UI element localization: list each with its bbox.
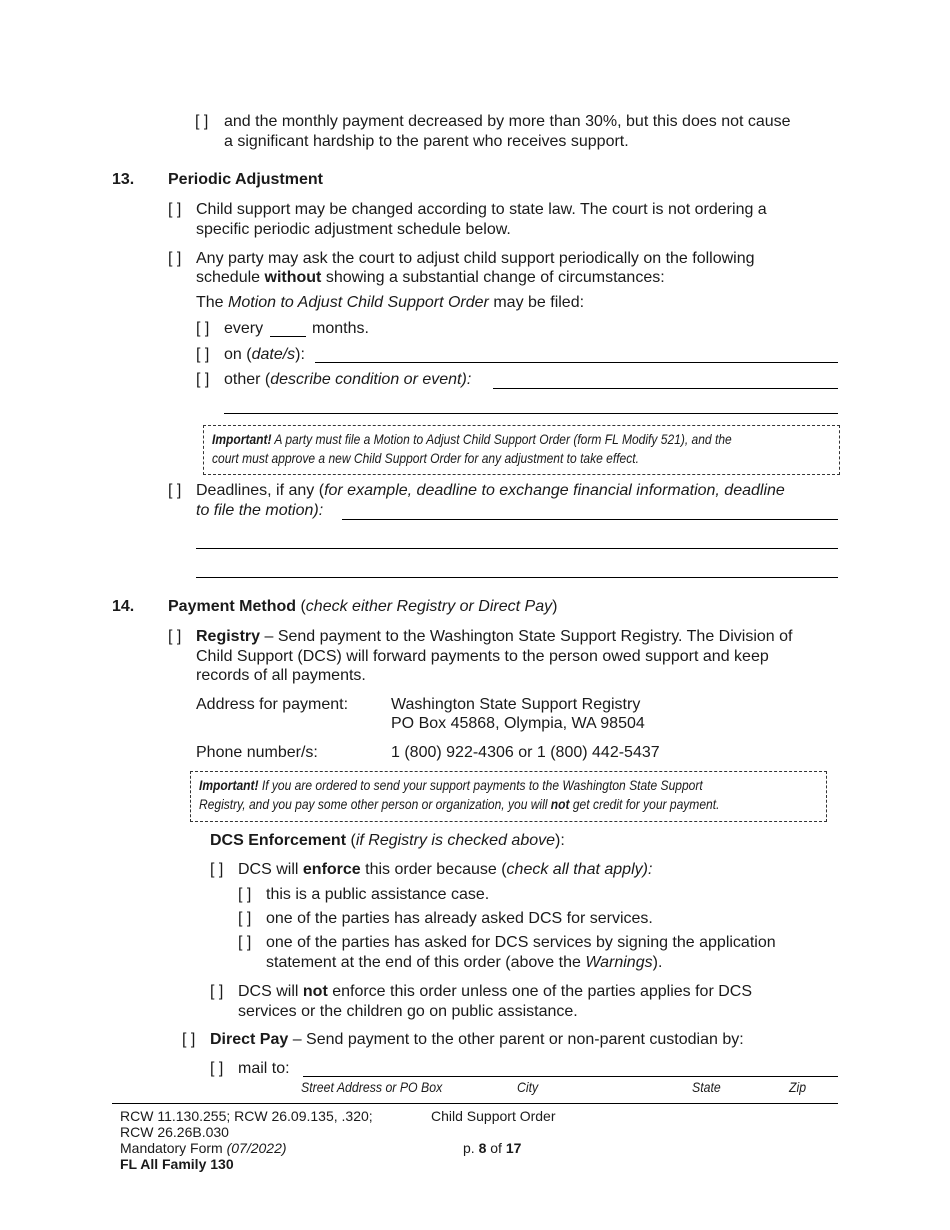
registry-line1: Registry – Send payment to the Washington State Support Registry. The Division of [196,628,793,645]
checkbox[interactable]: [ ] [210,861,224,878]
s13-opt2-line1: Any party may ask the court to adjust child support periodically on the following [196,250,755,267]
address-line1: Washington State Support Registry [391,696,641,713]
dcs-title: DCS Enforcement (if Registry is checked above): [210,832,565,849]
deadlines-field-line2[interactable] [196,548,838,549]
on-date-field[interactable] [315,362,838,363]
deadlines-field[interactable] [342,519,838,520]
every-months-field[interactable] [270,336,306,337]
section-14-title: Payment Method (check either Registry or Direct Pay) [168,598,558,615]
checkbox[interactable]: [ ] [196,346,210,363]
s13-opt1-line2: specific periodic adjustment schedule below. [196,221,511,238]
registry-line2: Child Support (DCS) will forward payments to the person owed support and keep [196,648,769,665]
every-label: every [224,320,264,337]
checkbox[interactable]: [ ] [168,201,182,218]
other-label: other (describe condition or event): [224,371,472,388]
on-date-label: on (date/s): [224,346,305,363]
notenforce-line1: DCS will not enforce this order unless one of the parties applies for DCS [238,983,752,1000]
reason1: this is a public assistance case. [266,886,490,903]
footer-rcw-line2: RCW 26.26B.030 [120,1124,229,1140]
checkbox[interactable]: [ ] [168,628,182,645]
deadlines-line1: Deadlines, if any (for example, deadline to exchange financial information, deadline [196,482,785,499]
checkbox[interactable]: [ ] [196,320,210,337]
registry-line3: records of all payments. [196,667,366,684]
mail-label: mail to: [238,1060,290,1077]
footer-form-id: FL All Family 130 [120,1156,234,1172]
section-13-title: Periodic Adjustment [168,171,323,188]
checkbox[interactable]: [ ] [238,886,252,903]
direct-pay-line: Direct Pay – Send payment to the other parent or non-parent custodian by: [210,1031,744,1048]
enforce-line: DCS will enforce this order because (check all that apply): [238,861,653,878]
reason3-line1: one of the parties has asked for DCS services by signing the application [266,934,776,951]
footer-page-number: p. 8 of 17 [463,1140,522,1156]
checkbox[interactable]: [ ] [168,482,182,499]
checkbox[interactable]: [ ] [238,934,252,951]
sub-label-zip: Zip [789,1079,807,1095]
motion-line: The Motion to Adjust Child Support Order may be filed: [196,294,585,311]
footer-form-line: Mandatory Form (07/2022) [120,1140,287,1156]
footer-divider [112,1103,838,1104]
checkbox[interactable]: [ ] [210,1060,224,1077]
intro-line1: and the monthly payment decreased by more than 30%, but this does not cause [224,113,791,130]
deadlines-field-line3[interactable] [196,577,838,578]
footer-rcw-line1: RCW 11.130.255; RCW 26.09.135, .320; [120,1108,373,1124]
sub-label-street: Street Address or PO Box [301,1079,443,1095]
sub-label-state: State [692,1079,721,1095]
notenforce-line2: services or the children go on public assistance. [238,1003,578,1020]
checkbox[interactable]: [ ] [196,371,210,388]
deadlines-line2: to file the motion): [196,502,324,519]
other-field-line2[interactable] [224,413,838,414]
checkbox[interactable]: [ ] [168,250,182,267]
checkbox[interactable]: [ ] [195,113,209,130]
section-13-number: 13. [112,171,135,188]
reason3-line2: statement at the end of this order (above the Warnings). [266,954,663,971]
months-label: months. [312,320,369,337]
phone-value: 1 (800) 922-4306 or 1 (800) 442-5437 [391,744,660,761]
phone-label: Phone number/s: [196,744,318,761]
important-note-registry: Important! If you are ordered to send your support payments to the Washington State Support Registry, and you pay some other person or organization, you will not get credit for your payment. [190,771,827,822]
footer-title: Child Support Order [431,1108,556,1124]
address-label: Address for payment: [196,696,349,713]
address-line2: PO Box 45868, Olympia, WA 98504 [391,715,645,732]
mail-address-field[interactable] [303,1076,838,1077]
checkbox[interactable]: [ ] [238,910,252,927]
other-field[interactable] [493,388,838,389]
important-note-adjust: Important! A party must file a Motion to Adjust Child Support Order (form FL Modify 521), and the court must approve a new Child Support Order for any adjustment to take effect. [203,425,840,475]
section-14-number: 14. [112,598,135,615]
s13-opt2-line2: schedule without showing a substantial change of circumstances: [196,269,665,286]
intro-line2: a significant hardship to the parent who receives support. [224,133,629,150]
reason2: one of the parties has already asked DCS for services. [266,910,653,927]
checkbox[interactable]: [ ] [182,1031,196,1048]
s13-opt1-line1: Child support may be changed according to state law. The court is not ordering a [196,201,767,218]
checkbox[interactable]: [ ] [210,983,224,1000]
sub-label-city: City [517,1079,539,1095]
